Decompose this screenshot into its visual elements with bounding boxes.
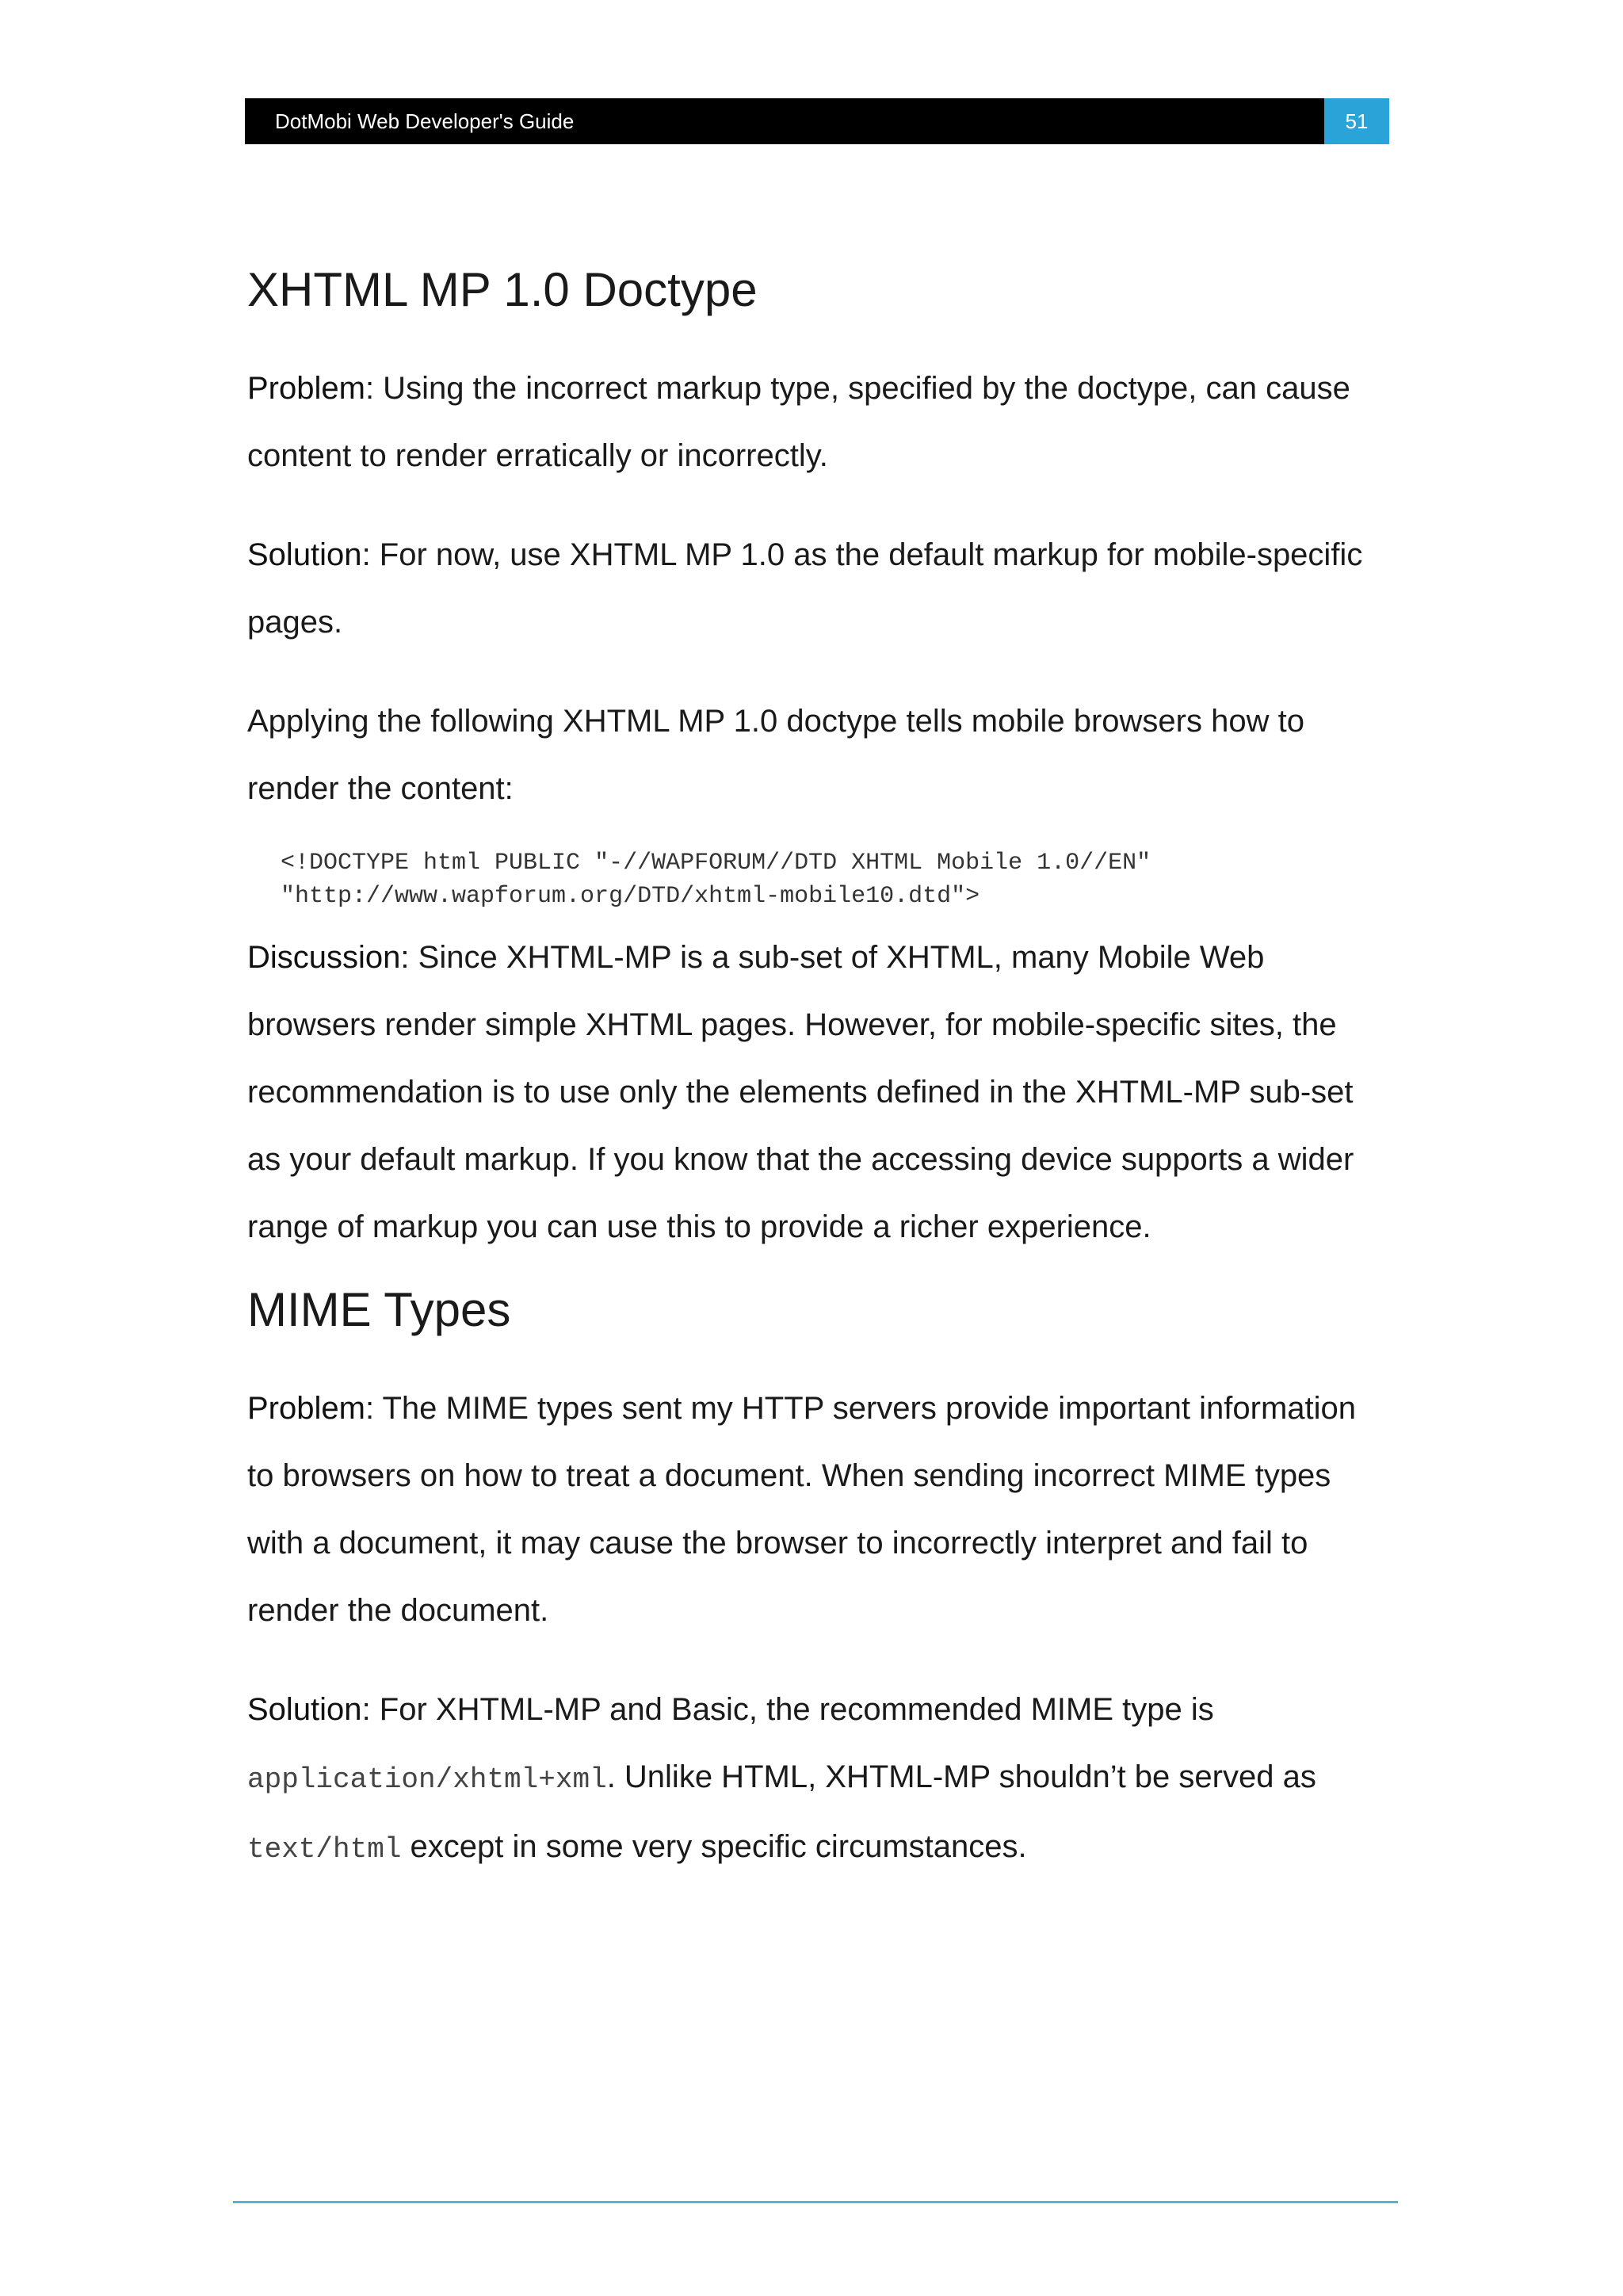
mime-type-code: application/xhtml+xml xyxy=(247,1763,607,1796)
doctype-apply-paragraph: Applying the following XHTML MP 1.0 doctype tells mobile browsers how to render the content: xyxy=(247,704,1304,806)
mime-problem-paragraph xyxy=(247,1375,1388,1645)
doctype-solution-paragraph xyxy=(247,521,1388,656)
problem-label: Problem xyxy=(247,1391,365,1426)
discussion-text: : Since XHTML-MP is a sub-set of XHTML, many Mobile Web browsers render simple XHTML pages. However, for mobile-specific sites, the recommendation is to use only the elements defined in the XHTML-MP sub-set as your default markup. If you know that the accessing device supports a wider range of markup you can use this to provide a richer experience. xyxy=(247,940,1354,1244)
problem-text: : Using the incorrect markup type, specified by the doctype, can cause content to render erratically or incorrectly. xyxy=(247,371,1350,473)
code-line: "http://www.wapforum.org/DTD/xhtml-mobile10.dtd"> xyxy=(281,883,980,910)
doctype-code-block xyxy=(247,846,1388,913)
running-header xyxy=(245,98,1389,144)
solution-label: Solution xyxy=(247,537,362,572)
mime-type-code: text/html xyxy=(247,1833,402,1866)
footer-rule xyxy=(233,2201,1398,2203)
solution-label: Solution xyxy=(247,1692,362,1727)
page-number: 51 xyxy=(1324,98,1389,144)
mime-solution-paragraph xyxy=(247,1676,1388,1883)
code-line: <!DOCTYPE html PUBLIC "-//WAPFORUM//DTD XHTML Mobile 1.0//EN" xyxy=(281,850,1151,877)
section-heading-mime-types: MIME Types xyxy=(247,1283,511,1336)
solution-text: . Unlike HTML, XHTML-MP shouldn’t be served as xyxy=(606,1759,1316,1794)
discussion-label: Discussion xyxy=(247,940,401,975)
problem-text: : The MIME types sent my HTTP servers provide important information to browsers on how to treat a document. When sending incorrect MIME types with a document, it may cause the browser to incorrectly interpret and fail to render the document. xyxy=(247,1391,1357,1628)
header-title: DotMobi Web Developer's Guide xyxy=(275,109,575,133)
solution-text: except in some very specific circumstances. xyxy=(401,1829,1027,1864)
solution-text: : For now, use XHTML MP 1.0 as the default markup for mobile-specific pages. xyxy=(247,537,1363,640)
page-content xyxy=(247,262,1388,1883)
doctype-discussion-paragraph xyxy=(247,924,1388,1261)
solution-text: : For XHTML-MP and Basic, the recommended MIME type is xyxy=(361,1692,1214,1727)
problem-label: Problem xyxy=(247,371,365,406)
doctype-problem-paragraph xyxy=(247,355,1388,490)
section-heading-doctype: XHTML MP 1.0 Doctype xyxy=(247,263,758,316)
